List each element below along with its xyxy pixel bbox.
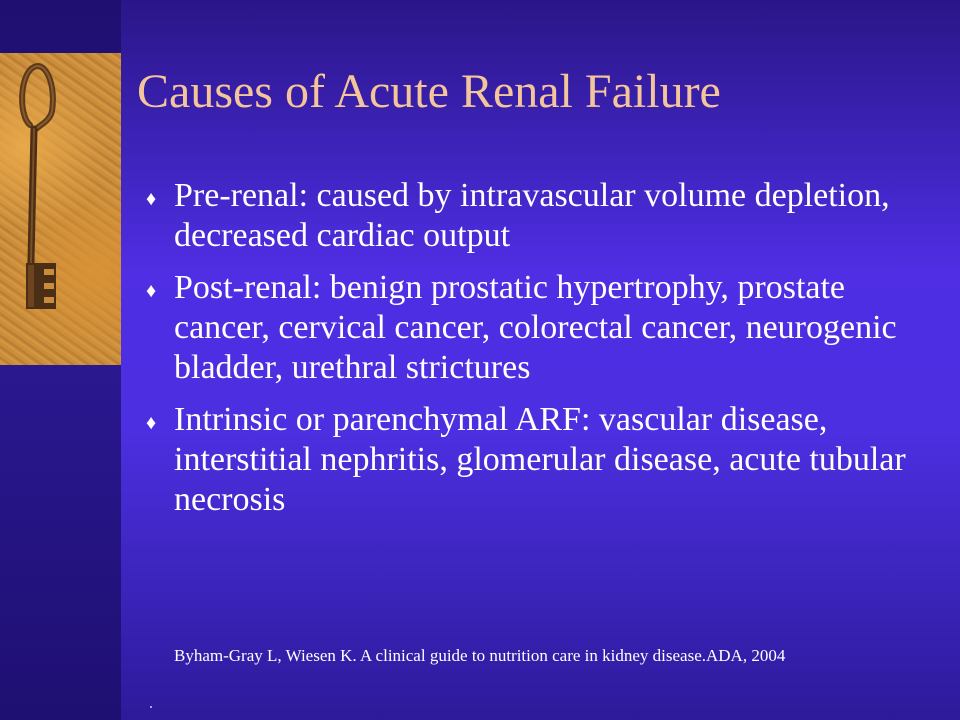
antique-key-picture (0, 53, 121, 365)
citation: Byham-Gray L, Wiesen K. A clinical guide to nutrition care in kidney disease.ADA, 2004 (174, 646, 786, 665)
bullet-text: Intrinsic or parenchymal ARF: vascular disease, interstitial nephritis, glomerular disease, acute tubular necrosis (174, 401, 906, 518)
key-icon (0, 53, 121, 365)
bullet-item-post-renal (136, 268, 936, 388)
slide-title: Causes of Acute Renal Failure (137, 65, 721, 118)
diamond-bullet-icon: ♦ (146, 412, 157, 434)
diamond-bullet-icon: ♦ (146, 188, 157, 210)
bullet-text: Post-renal: benign prostatic hypertrophy, prostate cancer, cervical cancer, colorectal cancer, neurogenic bladder, urethral strictures (174, 269, 897, 386)
bullet-item-pre-renal (136, 176, 936, 256)
bullet-list (136, 176, 936, 532)
diamond-bullet-icon: ♦ (146, 280, 157, 302)
bullet-text: Pre-renal: caused by intravascular volume depletion, decreased cardiac output (174, 177, 890, 254)
bullet-item-intrinsic (136, 400, 936, 520)
decorative-dot (150, 706, 152, 708)
